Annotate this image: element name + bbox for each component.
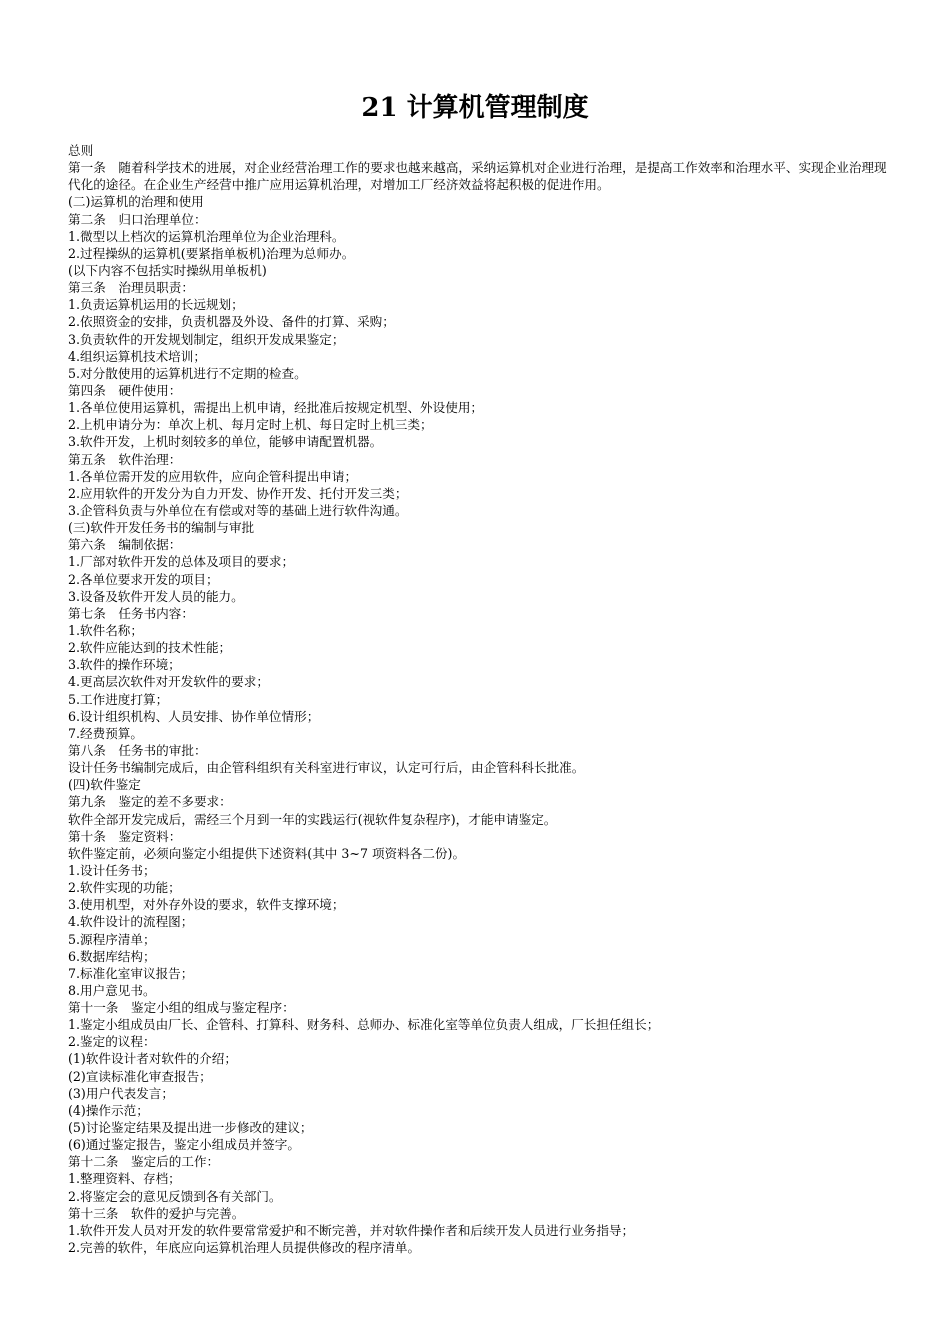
- article-heading: 第十三条 软件的爱护与完善。: [68, 1205, 245, 1221]
- article-paragraph: 软件鉴定前，必须向鉴定小组提供下述资料(其中 3~7 项资料各二份)。: [68, 845, 466, 861]
- article-heading: 第十一条 鉴定小组的组成与鉴定程序：: [68, 1000, 295, 1016]
- list-item: 6.数据库结构；: [68, 948, 156, 964]
- section-heading: (二)运算机的治理和使用: [68, 194, 204, 210]
- list-item: 1.微型以上档次的运算机治理单位为企业治理科。: [68, 228, 345, 244]
- article-paragraph: 设计任务书编制完成后，由企管科组织有关科室进行审议，认定可行后，由企管科科长批准。: [68, 760, 585, 776]
- list-item: 4.软件设计的流程图；: [68, 914, 194, 930]
- article-heading: 第八条 任务书的审批：: [68, 742, 207, 758]
- list-item: 2.上机申请分为：单次上机、每月定时上机、每日定时上机三类；: [68, 417, 433, 433]
- list-item: 5.工作进度打算；: [68, 691, 169, 707]
- article-paragraph: 软件全部开发完成后，需经三个月到一年的实践运行(视软件复杂程序)，才能申请鉴定。: [68, 811, 557, 827]
- list-item: 2.过程操纵的运算机(要紧指单板机)治理为总师办。: [68, 245, 355, 261]
- list-item: 1.设计任务书；: [68, 862, 156, 878]
- list-item: 8.用户意见书。: [68, 982, 156, 998]
- list-item: 2.完善的软件，年底应向运算机治理人员提供修改的程序清单。: [68, 1240, 421, 1256]
- list-item: 3.负责软件的开发规划制定，组织开发成果鉴定；: [68, 331, 345, 347]
- list-item: 3.软件的操作环境；: [68, 657, 181, 673]
- list-item: 2.各单位要求开发的项目；: [68, 571, 219, 587]
- list-item: 1.软件开发人员对开发的软件要常常爱护和不断完善，并对软件操作者和后续开发人员进行业务指导；: [68, 1222, 635, 1238]
- article-heading: 第十条 鉴定资料：: [68, 828, 182, 844]
- list-item: (1)软件设计者对软件的介绍；: [68, 1051, 237, 1067]
- list-item: 3.设备及软件开发人员的能力。: [68, 588, 244, 604]
- list-item: 6.设计组织机构、人员安排、协作单位情形；: [68, 708, 320, 724]
- list-item: 2.软件应能达到的技术性能；: [68, 640, 232, 656]
- list-item: 3.使用机型，对外存外设的要求，软件支撑环境；: [68, 897, 345, 913]
- article-paragraph: 第一条 随着科学技术的进展，对企业经营治理工作的要求也越来越高，采纳运算机对企业进行治理，是提高工作效率和治理水平、实现企业治理现代化的途径。在企业生产经营中推广应用运算机治理，对增加工厂经济效益将起积极的促进作用。: [68, 160, 887, 193]
- list-item: 2.依照资金的安排，负责机器及外设、备件的打算、采购；: [68, 314, 395, 330]
- list-item: 2.鉴定的议程：: [68, 1034, 156, 1050]
- section-heading: (三)软件开发任务书的编制与审批: [68, 520, 255, 536]
- section-heading: (四)软件鉴定: [68, 777, 141, 793]
- article-heading: 第七条 任务书内容：: [68, 605, 194, 621]
- list-item: (2)宣读标准化审查报告；: [68, 1068, 212, 1084]
- article-heading: 第五条 软件治理：: [68, 451, 182, 467]
- article-heading: 第二条 归口治理单位：: [68, 211, 207, 227]
- list-item: 1.软件名称；: [68, 622, 143, 638]
- list-item: 3.软件开发，上机时刻较多的单位，能够申请配置机器。: [68, 434, 383, 450]
- list-item: 7.标准化室审议报告；: [68, 965, 194, 981]
- article-heading: 第四条 硬件使用：: [68, 383, 182, 398]
- list-item: 1.各单位使用运算机，需提出上机申请，经批准后按规定机型、外设使用；: [68, 400, 484, 416]
- list-item: 4.组织运算机技术培训；: [68, 348, 206, 364]
- list-item: 7.经费预算。: [68, 725, 143, 741]
- list-item: 5.对分散使用的运算机进行不定期的检查。: [68, 365, 307, 381]
- list-item: 1.鉴定小组成员由厂长、企管科、打算科、财务科、总师办、标准化室等单位负责人组成，厂长担任组长；: [68, 1017, 660, 1033]
- list-item: 1.厂部对软件开发的总体及项目的要求；: [68, 554, 295, 570]
- list-item: 2.应用软件的开发分为自力开发、协作开发、托付开发三类；: [68, 485, 408, 501]
- document-body: [68, 142, 888, 1256]
- list-item: 2.将鉴定会的意见反馈到各有关部门。: [68, 1188, 282, 1204]
- list-item: (3)用户代表发言；: [68, 1085, 174, 1101]
- list-item: 2.软件实现的功能；: [68, 880, 181, 896]
- article-heading: 第九条 鉴定的差不多要求：: [68, 794, 232, 810]
- article-heading: 第六条 编制依据：: [68, 537, 182, 553]
- section-heading: 总则: [68, 143, 94, 158]
- document-title: 21 计算机管理制度: [361, 93, 589, 123]
- list-item: 1.负责运算机运用的长远规划；: [68, 297, 244, 313]
- list-item: 4.更高层次软件对开发软件的要求；: [68, 674, 269, 690]
- list-item: 1.整理资料、存档；: [68, 1171, 181, 1187]
- list-item: 1.各单位需开发的应用软件，应向企管科提出申请；: [68, 468, 358, 484]
- note-line: (以下内容不包括实时操纵用单板机): [68, 263, 267, 279]
- article-heading: 第三条 治理员职责：: [68, 280, 194, 296]
- list-item: 3.企管科负责与外单位在有偿或对等的基础上进行软件沟通。: [68, 502, 408, 518]
- list-item: (5)讨论鉴定结果及提出进一步修改的建议；: [68, 1120, 313, 1136]
- list-item: (6)通过鉴定报告，鉴定小组成员并签字。: [68, 1137, 300, 1153]
- list-item: 5.源程序清单；: [68, 931, 156, 947]
- article-heading: 第十二条 鉴定后的工作：: [68, 1154, 220, 1170]
- list-item: (4)操作示范；: [68, 1102, 149, 1118]
